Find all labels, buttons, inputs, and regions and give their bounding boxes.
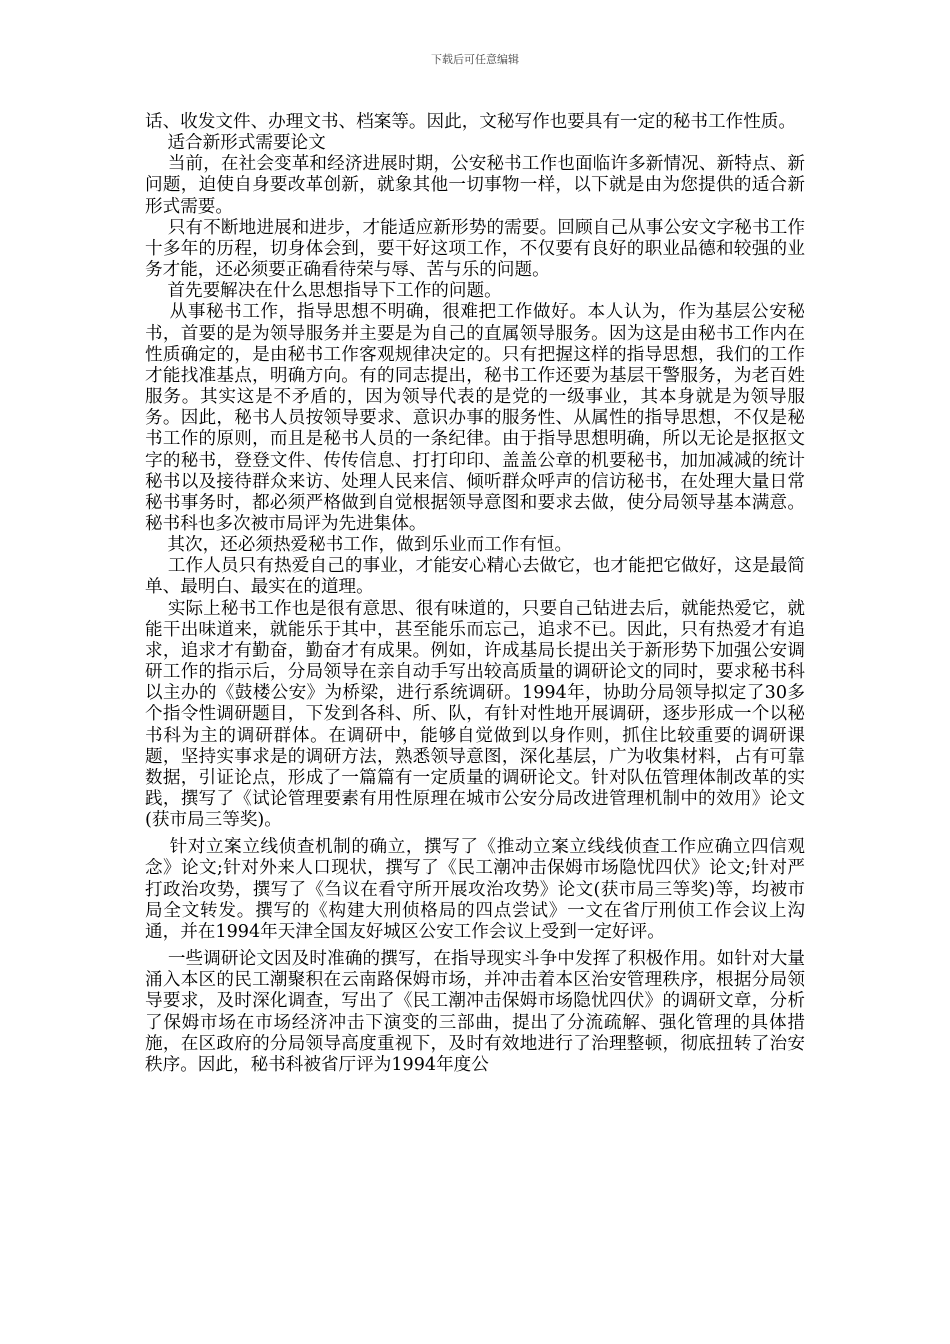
- section-heading: 适合新形式需要论文: [145, 133, 326, 154]
- paragraph: 实际上秘书工作也是很有意思、很有味道的，只要自己钻进去后，就能热爱它，就能干出味道来，就能乐于其中，甚至能乐而忘己，追求不已。因此，只有热爱才有追求，追求才有勤奋，勤奋才有成果。例如，许成基局长提出关于新形势下加强公安调研工作的指示后，分局领导在亲自动手写出较高质量的调研论文的同时，要求秘书科以主办的《鼓楼公安》为桥梁，进行系统调研。1994年，协助分局领导拟定了30多个指令性调研题目，下发到各科、所、队，有针对性地开展调研，逐步形成一个以秘书科为主的调研群体。在调研中，能够自觉做到以身作则，抓住比较重要的调研课题，坚持实事求是的调研方法，熟悉领导意图，深化基层，广为收集材料，占有可靠数据，引证论点，形成了一篇篇有一定质量的调研论文。针对队伍管理体制改革的实践，撰写了《试论管理要素有用性原理在城市公安分局改进管理机制中的效用》论文(获市局三等奖)。: [145, 598, 805, 831]
- paragraph: 针对立案立线侦查机制的确立，撰写了《推动立案立线线侦查工作应确立四信观念》论文;针对外来人口现状，撰写了《民工潮冲击保姆市场隐忧四伏》论文;针对严打政治攻势，撰写了《刍议在看守所开展攻治攻势》论文(获市局三等奖)等，均被市局全文转发。撰写的《构建大刑侦格局的四点尝试》一文在省厅刑侦工作会议上沟通，并在1994年天津全国友好城区公安工作会议上受到一定好评。: [145, 837, 805, 942]
- paragraph: 话、收发文件、办理文书、档案等。因此，文秘写作也要具有一定的秘书工作性质。: [145, 112, 796, 132]
- document-body: [145, 112, 805, 1076]
- paragraph: 一些调研论文因及时准确的撰写，在指导现实斗争中发挥了积极作用。如针对大量涌入本区的民工潮聚积在云南路保姆市场，并冲击着本区治安管理秩序，根据分局领导要求，及时深化调查，写出了《民工潮冲击保姆市场隐忧四伏》的调研文章，分析了保姆市场在市场经济冲击下演变的三部曲，提出了分流疏解、强化管理的具体措施，在区政府的分局领导高度重视下，及时有效地进行了治理整顿，彻底扭转了治安秩序。因此，秘书科被省厅评为1994年度公: [145, 949, 805, 1075]
- paragraph: 当前，在社会变革和经济进展时期，公安秘书工作也面临许多新情况、新特点、新问题，迫使自身要改革创新，就象其他一切事物一样，以下就是由为您提供的适合新形式需要。: [145, 154, 805, 217]
- paragraph: 只有不断地进展和进步，才能适应新形势的需要。回顾自己从事公安文字秘书工作十多年的历程，切身体会到，要干好这项工作，不仅要有良好的职业品德和较强的业务才能，还必须要正确看待荣与辱、苦与乐的问题。: [145, 217, 805, 281]
- paragraph: 工作人员只有热爱自己的事业，才能安心精心去做它，也才能把它做好，这是最简单、最明白、最实在的道理。: [145, 556, 805, 598]
- paragraph: 从事秘书工作，指导思想不明确，很难把工作做好。本人认为，作为基层公安秘书，首要的是为领导服务并主要是为自己的直属领导服务。因为这是由秘书工作内在性质确定的，是由秘书工作客观规律决定的。只有把握这样的指导思想，我们的工作才能找准基点，明确方向。有的同志提出，秘书工作还要为基层干警服务，为老百姓服务。其实这是不矛盾的，因为领导代表的是党的一级事业，其本身就是为领导服务。因此，秘书人员按领导要求、意识办事的服务性、从属性的指导思想，不仅是秘书工作的原则，而且是秘书人员的一条纪律。由于指导思想明确，所以无论是抠抠文字的秘书，登登文件、传传信息、打打印印、盖盖公章的机要秘书，加加减减的统计秘书以及接待群众来访、处理人民来信、倾听群众呼声的信访秘书，在处理大量日常秘书事务时，都必须严格做到自觉根据领导意图和要求去做，使分局领导基本满意。秘书科也多次被市局评为先进集体。: [145, 302, 805, 534]
- page-header: 下载后可任意编辑: [431, 53, 519, 66]
- paragraph: 其次，还必须热爱秘书工作，做到乐业而工作有恒。: [145, 535, 573, 556]
- paragraph: 首先要解决在什么思想指导下工作的问题。: [145, 281, 502, 302]
